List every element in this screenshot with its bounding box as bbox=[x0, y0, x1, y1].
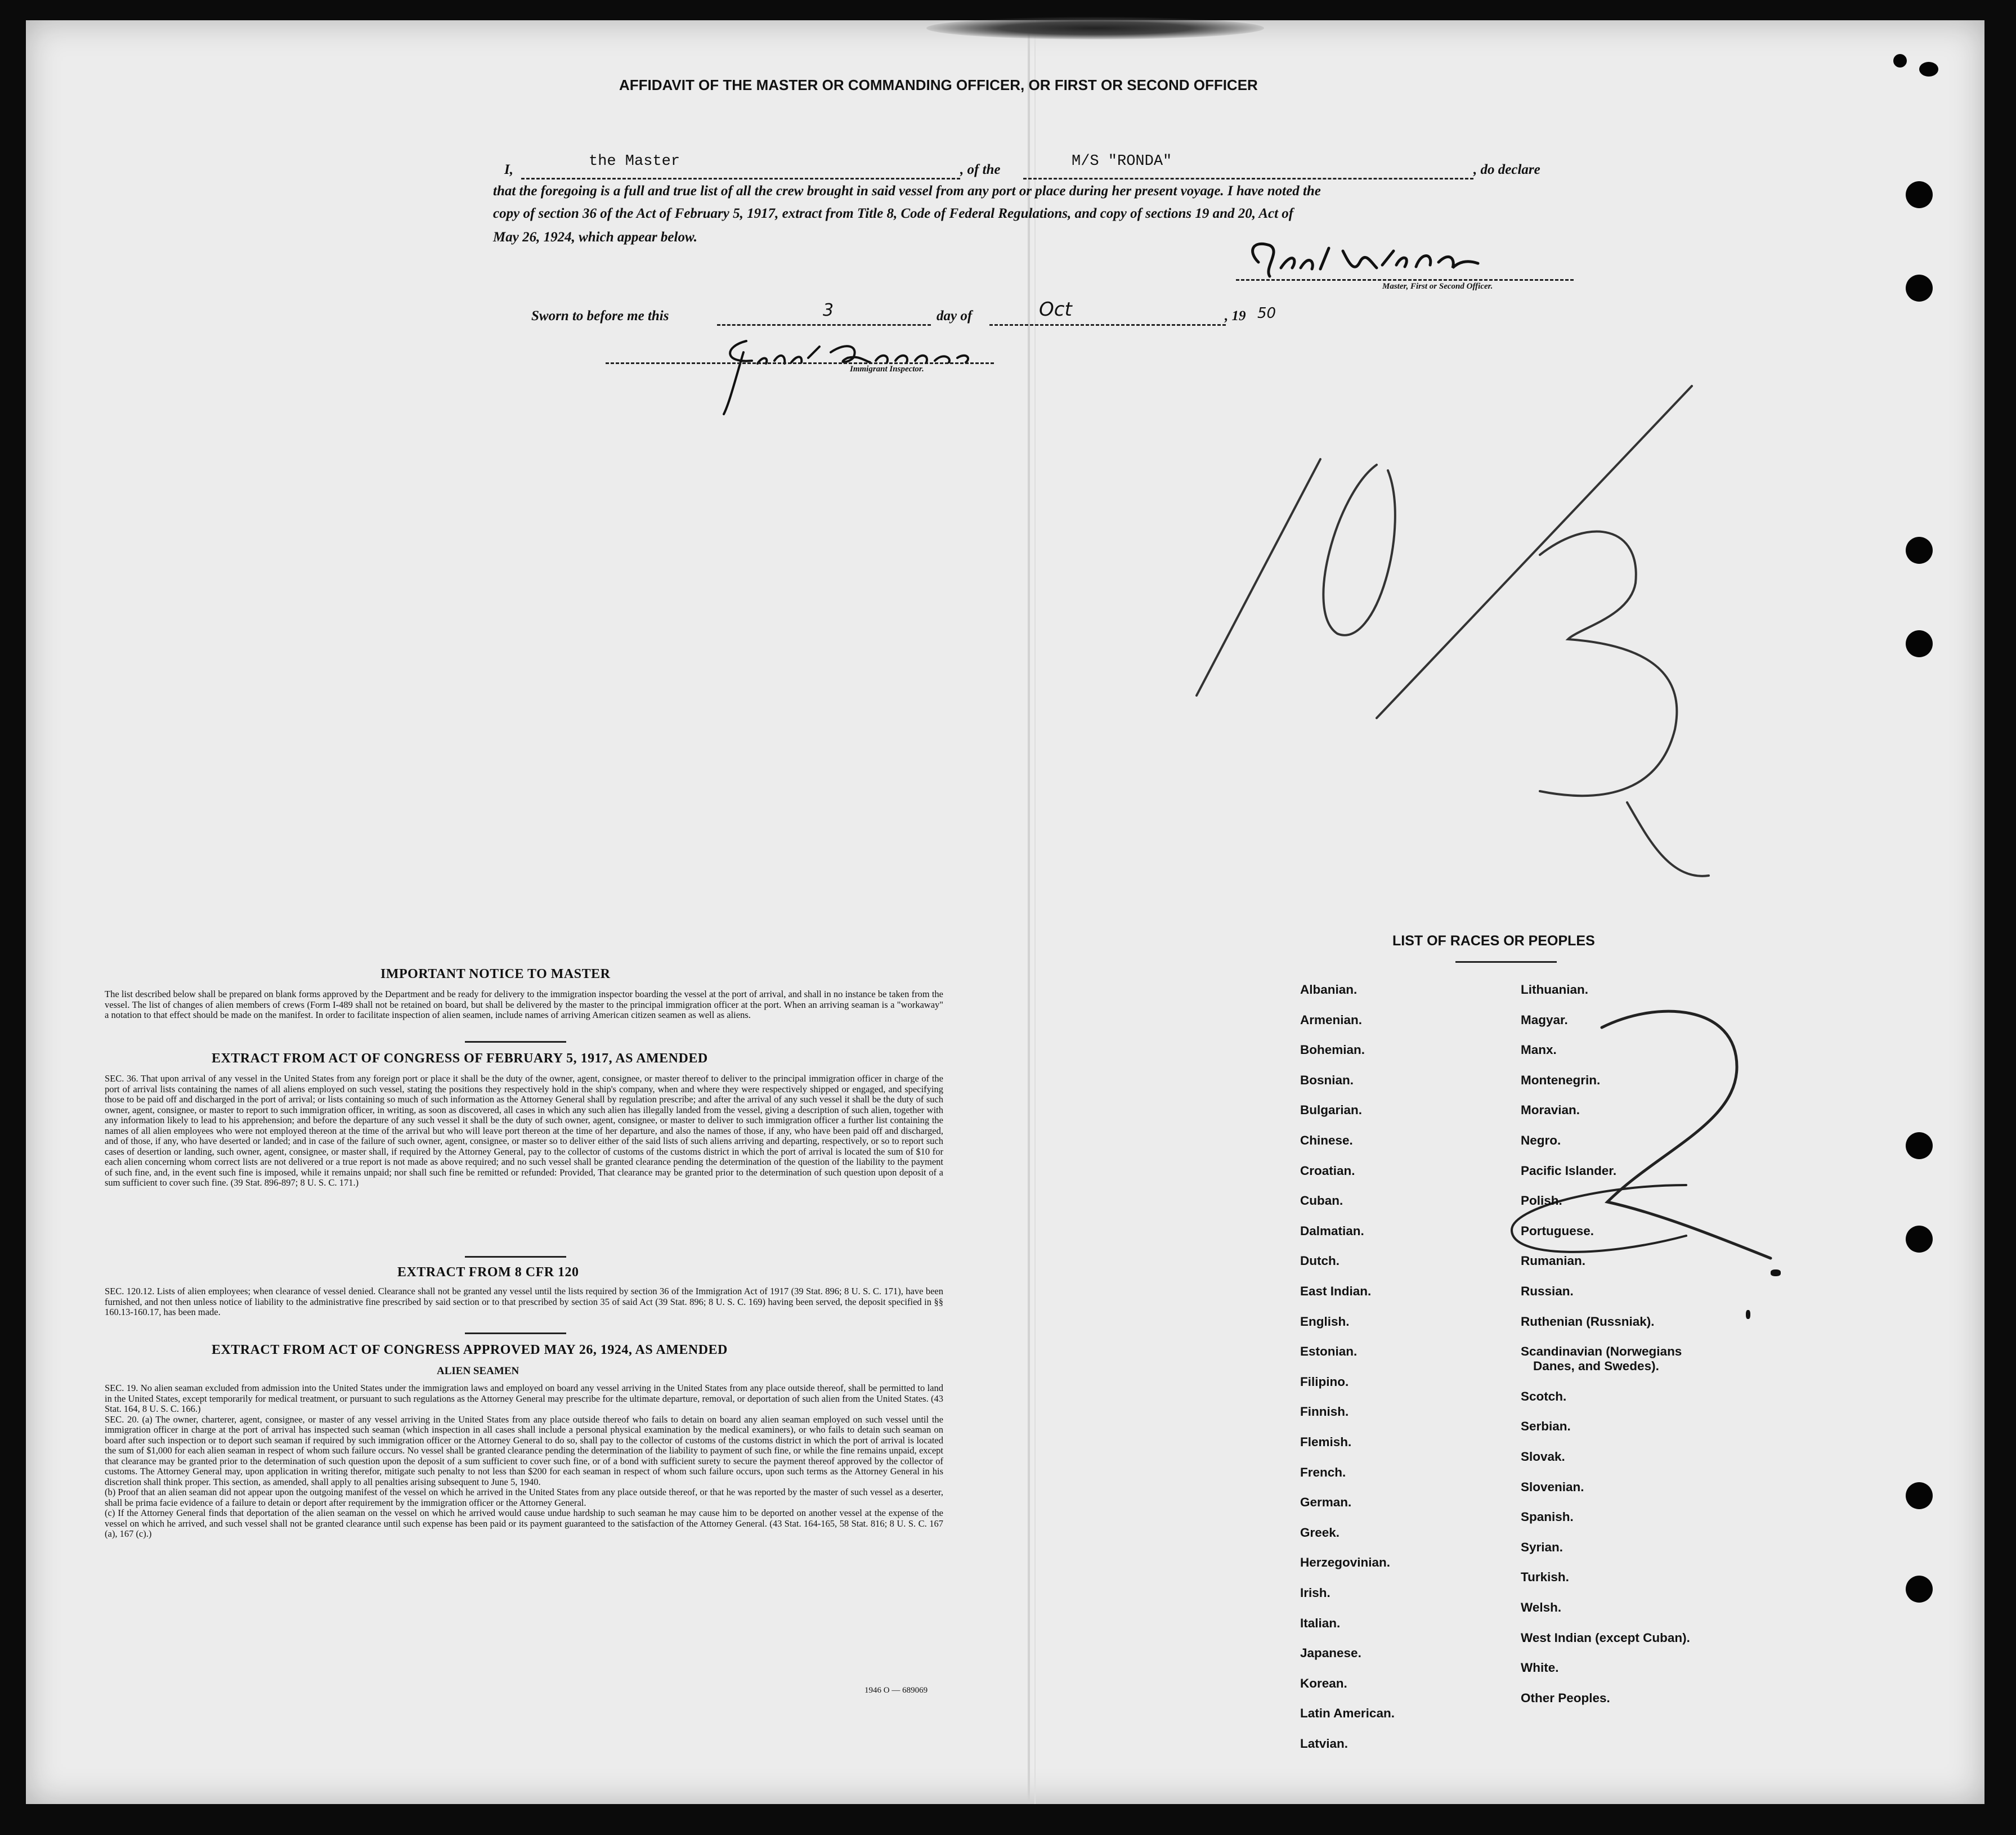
race-item: Filipino. bbox=[1300, 1374, 1349, 1389]
race-item: East Indian. bbox=[1300, 1284, 1372, 1298]
race-item: White. bbox=[1521, 1661, 1559, 1675]
declaration-line-3: May 26, 1924, which appear below. bbox=[493, 230, 697, 245]
race-item: Armenian. bbox=[1300, 1012, 1363, 1027]
day-of-label: day of bbox=[937, 308, 973, 324]
race-item: Danes, and Swedes). bbox=[1533, 1359, 1659, 1374]
race-item: West Indian (except Cuban). bbox=[1521, 1630, 1690, 1645]
race-item: Montenegrin. bbox=[1521, 1073, 1601, 1087]
race-item: Welsh. bbox=[1521, 1600, 1562, 1614]
race-item: Scandinavian (Norwegians bbox=[1521, 1344, 1682, 1359]
race-item: Portuguese. bbox=[1521, 1223, 1594, 1238]
print-code: 1946 O — 689069 bbox=[864, 1686, 928, 1695]
race-item: Herzegovinian. bbox=[1300, 1555, 1391, 1570]
races-title-rule bbox=[1455, 961, 1557, 963]
race-item: Japanese. bbox=[1300, 1646, 1361, 1661]
race-item: Turkish. bbox=[1521, 1570, 1569, 1585]
race-item: Chinese. bbox=[1300, 1133, 1353, 1147]
race-item: Lithuanian. bbox=[1521, 982, 1588, 997]
race-item: Irish. bbox=[1300, 1586, 1330, 1600]
race-item: Manx. bbox=[1521, 1043, 1557, 1057]
race-item: Polish. bbox=[1521, 1194, 1562, 1208]
race-item: Rumanian. bbox=[1521, 1254, 1586, 1268]
punch-hole bbox=[1919, 62, 1938, 77]
race-item: Scotch. bbox=[1521, 1389, 1567, 1403]
race-item: Negro. bbox=[1521, 1133, 1561, 1147]
year-suffix: 50 bbox=[1257, 305, 1276, 322]
race-item: Pacific Islander. bbox=[1521, 1163, 1617, 1178]
race-item: Slovenian. bbox=[1521, 1479, 1584, 1494]
extract-1917-body: SEC. 36. That upon arrival of any vessel in the United States from any foreign port or place it shall be the duty of the owner, agent, consignee, or master thereof to deliver to the principal immigration officer in charge of the port of arrival lists containing the names of all aliens employed on such vessel, stating the positions they respectively hold in the ship's company, when and where they were respectively shipped or engaged, and specifying those to be paid off and discharged in the port of arrival; or lists containing so much of such information as the Attorney General shall by regulation prescribe; and after the arrival of any such vessel it shall be the duty of such owner, agent, consignee, or master to report to such immigration officer, in writing, as soon as discovered, all cases in which any such alien has illegally landed from the vessel, giving a description of such alien, together with any information likely to lead to his apprehension; and before the departure of any such vessel it shall be the duty of such owner, agent, consignee, or master to deliver to such immigration officer a further list containing the names of all alien employees who were not employed thereon at the time of the arrival but who will leave port thereon at the time of her departure, and also the names of those, if any, who have been paid off and discharged, and of those, if any, who have deserted or landed; and in case of the failure of such owner, agent, consignee, or master so to deliver either of the said lists of such aliens arriving and departing, respectively, or so to report such cases of desertion or landing, such owner, agent, consignee, or master shall, if required by the Attorney General, pay to the collector of customs of the customs district in which the port of arrival is located the sum of $10 for each alien concerning whom correct lists are not delivered or a true report is not made as above required; and no such vessel shall be granted clearance pending the determination of the question of the liability to the payment of such fine, and, in the event such fine is imposed, while it remains unpaid; nor shall such fine be remitted or refunded: Provided, That clearance may be granted prior to the determination of such question upon deposit of a sum sufficient to cover such fine. (39 Stat. 896-897; 8 U. S. C. 171.) bbox=[105, 1073, 943, 1188]
race-item: Korean. bbox=[1300, 1676, 1347, 1690]
race-item: Cuban. bbox=[1300, 1194, 1343, 1208]
punch-hole bbox=[1906, 1226, 1933, 1253]
divider-3 bbox=[465, 1332, 566, 1334]
race-item: Magyar. bbox=[1521, 1012, 1568, 1027]
race-item: Russian. bbox=[1521, 1284, 1574, 1298]
affidavit-title: AFFIDAVIT OF THE MASTER OR COMMANDING OFFICER, OR FIRST OR SECOND OFFICER bbox=[619, 77, 1258, 93]
race-item: Albanian. bbox=[1300, 982, 1358, 997]
race-item: Bohemian. bbox=[1300, 1043, 1365, 1057]
sworn-label: Sworn to before me this bbox=[531, 308, 669, 324]
punch-hole bbox=[1906, 1576, 1933, 1603]
punch-hole bbox=[1906, 537, 1933, 564]
officer-name: the Master bbox=[589, 153, 680, 170]
race-item: Estonian. bbox=[1300, 1344, 1358, 1359]
race-item: Syrian. bbox=[1521, 1540, 1563, 1554]
extract-cfr-title: EXTRACT FROM 8 CFR 120 bbox=[397, 1265, 579, 1280]
punch-hole bbox=[1893, 54, 1907, 68]
race-item: German. bbox=[1300, 1495, 1352, 1510]
punch-hole bbox=[1906, 275, 1933, 302]
declaration-line-1: that the foregoing is a full and true list of all the crew brought in said vessel from any port or place during her present voyage. I have noted the bbox=[493, 183, 1321, 199]
extract-cfr-body: SEC. 120.12. Lists of alien employees; when clearance of vessel denied. Clearance shall not be granted any vessel until the lists required by section 36 of the Immigration Act of 1917 (39 Stat. 896; 8 U. S. C. 171), have been furnished, and not then unless notice of liability to the administrative fine prescribed by said section or to that prescribed by section 35 of said Act (39 Stat. 896; 8 U. S. C. 169) having been served, the deposit specified in §§ 160.13-160.17, has been made. bbox=[105, 1286, 943, 1317]
i-label: I, bbox=[504, 162, 513, 177]
inspector-caption: Immigrant Inspector. bbox=[850, 365, 924, 374]
race-item: Ruthenian (Russniak). bbox=[1521, 1314, 1655, 1329]
punch-hole bbox=[1906, 1482, 1933, 1509]
declaration-line-2: copy of section 36 of the Act of February 5, 1917, extract from Title 8, Code of Federal Regulations, and copy of sections 19 and 20, Act of bbox=[493, 206, 1294, 221]
sworn-day: 3 bbox=[823, 300, 834, 320]
document-page bbox=[26, 20, 1984, 1804]
notice-title: IMPORTANT NOTICE TO MASTER bbox=[380, 967, 611, 981]
punch-hole bbox=[1906, 630, 1933, 657]
race-item: Latvian. bbox=[1300, 1737, 1349, 1751]
extract-1924-subtitle: ALIEN SEAMEN bbox=[437, 1365, 519, 1377]
race-item: Other Peoples. bbox=[1521, 1690, 1610, 1705]
race-item: Moravian. bbox=[1521, 1103, 1580, 1118]
ink-speck bbox=[1771, 1269, 1781, 1276]
race-item: Serbian. bbox=[1521, 1419, 1571, 1434]
year-prefix: , 19 bbox=[1225, 308, 1246, 324]
punch-hole bbox=[1906, 1132, 1933, 1159]
notice-body: The list described below shall be prepared on blank forms approved by the Department and be ready for delivery to the immigration inspector boarding the vessel at the port of arrival, and shall in no instance be taken from the vessel. The list of changes of alien members of crews (Form I-489 shall not be retained on board, but shall be delivered by the master to the principal immigration officer at the port. When an arriving seaman is a "workaway" a notation to that effect should be made on the manifest. In order to facilitate inspection of alien seamen, include names of arriving American citizen seamen as well as aliens. bbox=[105, 989, 943, 1020]
sworn-month: Oct bbox=[1039, 298, 1072, 321]
race-item: Latin American. bbox=[1300, 1706, 1395, 1721]
race-item: Slovak. bbox=[1521, 1450, 1565, 1464]
divider-2 bbox=[465, 1256, 566, 1258]
vessel-name: M/S "RONDA" bbox=[1072, 153, 1172, 170]
race-item: Greek. bbox=[1300, 1525, 1340, 1540]
race-item: Croatian. bbox=[1300, 1163, 1355, 1178]
race-item: Italian. bbox=[1300, 1616, 1341, 1630]
race-item: Dutch. bbox=[1300, 1254, 1339, 1268]
race-item: Flemish. bbox=[1300, 1435, 1352, 1449]
race-item: French. bbox=[1300, 1465, 1346, 1479]
race-item: Spanish. bbox=[1521, 1510, 1574, 1524]
ink-speck bbox=[1746, 1310, 1750, 1319]
of-the-label: , of the bbox=[960, 162, 1001, 177]
race-item: Bulgarian. bbox=[1300, 1103, 1363, 1118]
punch-hole bbox=[1906, 181, 1933, 208]
races-title: LIST OF RACES OR PEOPLES bbox=[1392, 933, 1595, 949]
race-item: Finnish. bbox=[1300, 1405, 1349, 1419]
signature-caption: Master, First or Second Officer. bbox=[1382, 282, 1493, 291]
extract-1924-title: EXTRACT FROM ACT OF CONGRESS APPROVED MAY 26, 1924, AS AMENDED bbox=[212, 1343, 728, 1357]
extract-1917-title: EXTRACT FROM ACT OF CONGRESS OF FEBRUARY 5, 1917, AS AMENDED bbox=[212, 1051, 708, 1066]
race-item: Bosnian. bbox=[1300, 1073, 1354, 1087]
declare-label: , do declare bbox=[1473, 162, 1540, 177]
divider-1 bbox=[465, 1041, 566, 1043]
race-item: Dalmatian. bbox=[1300, 1223, 1364, 1238]
extract-1924-body: SEC. 19. No alien seaman excluded from admission into the United States under the immigration laws and employed on board any vessel arriving in the United States from any place outside thereof, shall be permitted to land in the United States, except temporarily for medical treatment, or pursuant to such regulations as the Attorney General may prescribe for the ultimate departure, removal, or deportation of such alien from the United States. (43 Stat. 164, 8 U. S. C. 166.) SEC. 20. (a) The owner, charterer, agent, consignee, or master of any vessel arriving in the United States from any place outside thereof who fails to detain on board any alien seaman employed on such vessel until the immigration officer in charge at the port of arrival has inspected such seaman (which inspection in all cases shall include a personal physical examination by the medical examiners), or who fails to detain such seaman on board after such inspection or to deport such seaman if required by such immigration officer or the Attorney General to do so, shall pay to the collector of customs of the customs district in which the port of arrival is located the sum of $1,000 for each alien seaman in respect of whom such failure occurs. No vessel shall be granted clearance pending the determination of the liability to payment of such fine, or while the fine remains unpaid, except that clearance may be granted prior to the determination of such question upon the deposit of a sum sufficient to cover such fine, or of a bond with sufficient surety to secure the payment thereof approved by the collector of customs. The Attorney General may, upon application in writing therefor, mitigate such penalty to not less than $200 for each seaman in respect of whom such failure occurs, upon such terms as the Attorney General in his discretion shall think proper. This section, as amended, shall apply to all penalties arising subsequent to June 5, 1940. (b) Proof that an alien seaman did not appear upon the outgoing manifest of the vessel on which he arrived in the United States from any place outside thereof, or that he was reported by the master of such vessel as a deserter, shall be prima facie evidence of a failure to detain or deport after requirement by the immigration officer or the Attorney General. (c) If the Attorney General finds that deportation of the alien seaman on the vessel on which he arrived would cause undue hardship to such seaman he may cause him to be deported on another vessel at the expense of the vessel on which he arrived, and such vessel shall not be granted clearance until such expense has been paid or its payment guaranteed to the satisfaction of the Attorney General. (43 Stat. 164-165, 58 Stat. 816; 8 U. S. C. 167 (a), 167 (c).) bbox=[105, 1383, 943, 1539]
race-item: English. bbox=[1300, 1314, 1350, 1329]
